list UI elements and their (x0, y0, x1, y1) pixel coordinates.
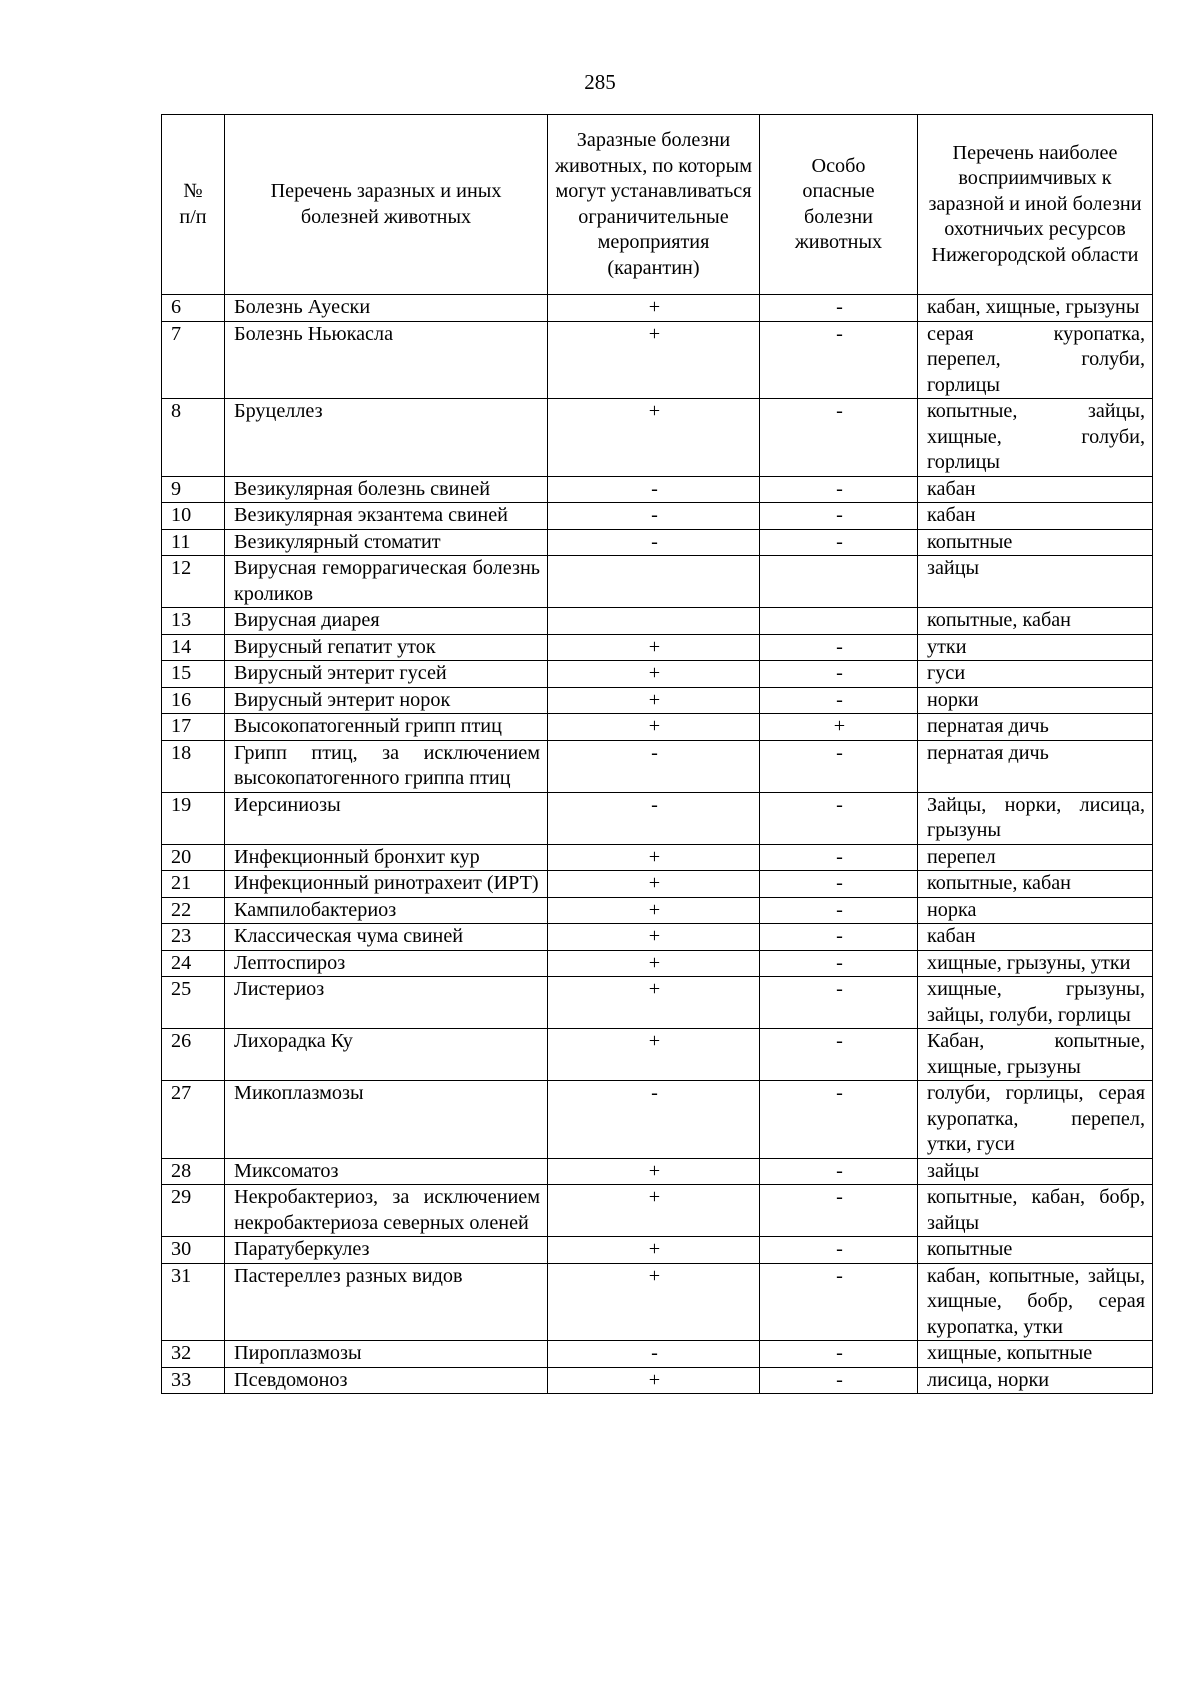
table-row (162, 871, 1153, 898)
susceptible-species: копытные, зайцы, хищные, голуби, горлицы (918, 399, 1153, 477)
dangerous-mark: - (760, 844, 918, 871)
disease-name: Паратуберкулез (225, 1237, 548, 1264)
susceptible-species: Кабан, копытные, хищные, грызуны (918, 1029, 1153, 1081)
susceptible-species: кабан (918, 503, 1153, 530)
susceptible-species: норка (918, 897, 1153, 924)
row-number: 17 (162, 714, 225, 741)
disease-name: Инфекционный бронхит кур (225, 844, 548, 871)
dangerous-mark: - (760, 295, 918, 322)
table-row (162, 321, 1153, 399)
table-row (162, 1341, 1153, 1368)
disease-name: Лептоспироз (225, 950, 548, 977)
row-number: 20 (162, 844, 225, 871)
row-number: 31 (162, 1263, 225, 1341)
row-number: 22 (162, 897, 225, 924)
row-number: 15 (162, 661, 225, 688)
dangerous-mark: - (760, 1367, 918, 1394)
dangerous-mark: + (760, 714, 918, 741)
restrictive-mark: + (548, 1237, 760, 1264)
page-number: 285 (584, 70, 616, 94)
susceptible-species: кабан, копытные, зайцы, хищные, бобр, серая куропатка, утки (918, 1263, 1153, 1341)
restrictive-mark: + (548, 687, 760, 714)
susceptible-species: Зайцы, норки, лисица, грызуны (918, 792, 1153, 844)
disease-name: Кампилобактериоз (225, 897, 548, 924)
susceptible-species: серая куропатка, перепел, голуби, горлицы (918, 321, 1153, 399)
row-number: 30 (162, 1237, 225, 1264)
dangerous-mark: - (760, 1263, 918, 1341)
row-number: 24 (162, 950, 225, 977)
table-row (162, 714, 1153, 741)
row-number: 10 (162, 503, 225, 530)
susceptible-species: кабан (918, 476, 1153, 503)
dangerous-mark: - (760, 1237, 918, 1264)
susceptible-species: копытные, кабан, бобр, зайцы (918, 1185, 1153, 1237)
table-row (162, 1081, 1153, 1159)
row-number: 16 (162, 687, 225, 714)
restrictive-mark: + (548, 1367, 760, 1394)
restrictive-mark: + (548, 1263, 760, 1341)
restrictive-mark: - (548, 1081, 760, 1159)
dangerous-mark: - (760, 634, 918, 661)
dangerous-mark: - (760, 687, 918, 714)
restrictive-mark (548, 608, 760, 635)
susceptible-species: зайцы (918, 556, 1153, 608)
table-row (162, 529, 1153, 556)
row-number: 19 (162, 792, 225, 844)
row-number: 23 (162, 924, 225, 951)
dangerous-mark: - (760, 977, 918, 1029)
restrictive-mark: + (548, 897, 760, 924)
table-row (162, 740, 1153, 792)
row-number: 21 (162, 871, 225, 898)
row-number: 18 (162, 740, 225, 792)
restrictive-mark: + (548, 399, 760, 477)
row-number: 32 (162, 1341, 225, 1368)
restrictive-mark: - (548, 740, 760, 792)
row-number: 14 (162, 634, 225, 661)
table-row (162, 1029, 1153, 1081)
susceptible-species: копытные (918, 529, 1153, 556)
restrictive-mark: + (548, 1185, 760, 1237)
susceptible-species: перепел (918, 844, 1153, 871)
restrictive-mark: - (548, 1341, 760, 1368)
table-row (162, 503, 1153, 530)
row-number: 29 (162, 1185, 225, 1237)
susceptible-species: зайцы (918, 1158, 1153, 1185)
table-row (162, 608, 1153, 635)
restrictive-mark: + (548, 977, 760, 1029)
table-row (162, 295, 1153, 322)
restrictive-mark: - (548, 476, 760, 503)
disease-name: Везикулярная экзантема свиней (225, 503, 548, 530)
disease-name: Классическая чума свиней (225, 924, 548, 951)
dangerous-mark (760, 556, 918, 608)
susceptible-species: утки (918, 634, 1153, 661)
disease-name: Вирусная диарея (225, 608, 548, 635)
header-restrictive-measures: Заразные болезни животных, по которым могут устанавливаться ограничительные мероприятия (карантин) (548, 115, 760, 295)
disease-name: Листериоз (225, 977, 548, 1029)
table-row (162, 1185, 1153, 1237)
dangerous-mark: - (760, 924, 918, 951)
disease-name: Иерсиниозы (225, 792, 548, 844)
susceptible-species: пернатая дичь (918, 714, 1153, 741)
row-number: 7 (162, 321, 225, 399)
restrictive-mark: + (548, 924, 760, 951)
susceptible-species: хищные, грызуны, зайцы, голуби, горлицы (918, 977, 1153, 1029)
susceptible-species: кабан, хищные, грызуны (918, 295, 1153, 322)
susceptible-species: копытные, кабан (918, 608, 1153, 635)
restrictive-mark: - (548, 792, 760, 844)
disease-name: Болезнь Ауески (225, 295, 548, 322)
table-row (162, 634, 1153, 661)
disease-name: Лихорадка Ку (225, 1029, 548, 1081)
susceptible-species: гуси (918, 661, 1153, 688)
disease-name: Болезнь Ньюкасла (225, 321, 548, 399)
susceptible-species: голуби, горлицы, серая куропатка, перепел, утки, гуси (918, 1081, 1153, 1159)
dangerous-mark: - (760, 399, 918, 477)
dangerous-mark: - (760, 321, 918, 399)
disease-name: Вирусная геморрагическая болезнь кроликов (225, 556, 548, 608)
restrictive-mark: + (548, 714, 760, 741)
dangerous-mark: - (760, 1341, 918, 1368)
restrictive-mark (548, 556, 760, 608)
restrictive-mark: + (548, 661, 760, 688)
table-row (162, 1237, 1153, 1264)
restrictive-mark: + (548, 321, 760, 399)
row-number: 26 (162, 1029, 225, 1081)
table-row (162, 897, 1153, 924)
row-number: 27 (162, 1081, 225, 1159)
restrictive-mark: + (548, 844, 760, 871)
dangerous-mark: - (760, 529, 918, 556)
disease-name: Бруцеллез (225, 399, 548, 477)
row-number: 6 (162, 295, 225, 322)
header-number: № п/п (162, 115, 225, 295)
table-row (162, 1158, 1153, 1185)
dangerous-mark: - (760, 1029, 918, 1081)
table-row (162, 476, 1153, 503)
dangerous-mark (760, 608, 918, 635)
row-number: 12 (162, 556, 225, 608)
disease-name: Пироплазмозы (225, 1341, 548, 1368)
disease-name: Вирусный гепатит уток (225, 634, 548, 661)
susceptible-species: хищные, грызуны, утки (918, 950, 1153, 977)
restrictive-mark: + (548, 1029, 760, 1081)
table-row (162, 977, 1153, 1029)
table-row (162, 950, 1153, 977)
susceptible-species: лисица, норки (918, 1367, 1153, 1394)
dangerous-mark: - (760, 740, 918, 792)
header-susceptible-species: Перечень наиболее восприимчивых к заразной и иной болезни охотничьих ресурсов Нижегородской области (918, 115, 1153, 295)
dangerous-mark: - (760, 950, 918, 977)
diseases-table (161, 114, 1153, 1394)
row-number: 25 (162, 977, 225, 1029)
susceptible-species: кабан (918, 924, 1153, 951)
row-number: 8 (162, 399, 225, 477)
restrictive-mark: - (548, 529, 760, 556)
table-row (162, 556, 1153, 608)
restrictive-mark: + (548, 871, 760, 898)
disease-name: Грипп птиц, за исключением высокопатогенного гриппа птиц (225, 740, 548, 792)
dangerous-mark: - (760, 1158, 918, 1185)
dangerous-mark: - (760, 792, 918, 844)
dangerous-mark: - (760, 1081, 918, 1159)
disease-name: Вирусный энтерит норок (225, 687, 548, 714)
disease-name: Псевдомоноз (225, 1367, 548, 1394)
dangerous-mark: - (760, 503, 918, 530)
table-row (162, 399, 1153, 477)
disease-name: Везикулярный стоматит (225, 529, 548, 556)
disease-name: Микоплазмозы (225, 1081, 548, 1159)
table-header-row (162, 115, 1153, 295)
disease-name: Высокопатогенный грипп птиц (225, 714, 548, 741)
row-number: 11 (162, 529, 225, 556)
disease-name: Вирусный энтерит гусей (225, 661, 548, 688)
row-number: 33 (162, 1367, 225, 1394)
disease-name: Везикулярная болезнь свиней (225, 476, 548, 503)
disease-name: Некробактериоз, за исключением некробактериоза северных оленей (225, 1185, 548, 1237)
susceptible-species: копытные (918, 1237, 1153, 1264)
table-row (162, 661, 1153, 688)
table-row (162, 924, 1153, 951)
table-row (162, 1263, 1153, 1341)
dangerous-mark: - (760, 897, 918, 924)
disease-name: Миксоматоз (225, 1158, 548, 1185)
dangerous-mark: - (760, 1185, 918, 1237)
row-number: 28 (162, 1158, 225, 1185)
dangerous-mark: - (760, 476, 918, 503)
susceptible-species: пернатая дичь (918, 740, 1153, 792)
disease-name: Пастереллез разных видов (225, 1263, 548, 1341)
dangerous-mark: - (760, 871, 918, 898)
susceptible-species: норки (918, 687, 1153, 714)
row-number: 13 (162, 608, 225, 635)
row-number: 9 (162, 476, 225, 503)
table-row (162, 1367, 1153, 1394)
header-disease-list: Перечень заразных и иных болезней животных (225, 115, 548, 295)
disease-name: Инфекционный ринотрахеит (ИРТ) (225, 871, 548, 898)
table-row (162, 844, 1153, 871)
restrictive-mark: + (548, 950, 760, 977)
table-row (162, 792, 1153, 844)
restrictive-mark: + (548, 634, 760, 661)
susceptible-species: хищные, копытные (918, 1341, 1153, 1368)
restrictive-mark: + (548, 1158, 760, 1185)
header-especially-dangerous: Особо опасные болезни животных (760, 115, 918, 295)
susceptible-species: копытные, кабан (918, 871, 1153, 898)
restrictive-mark: - (548, 503, 760, 530)
dangerous-mark: - (760, 661, 918, 688)
restrictive-mark: + (548, 295, 760, 322)
table-row (162, 687, 1153, 714)
